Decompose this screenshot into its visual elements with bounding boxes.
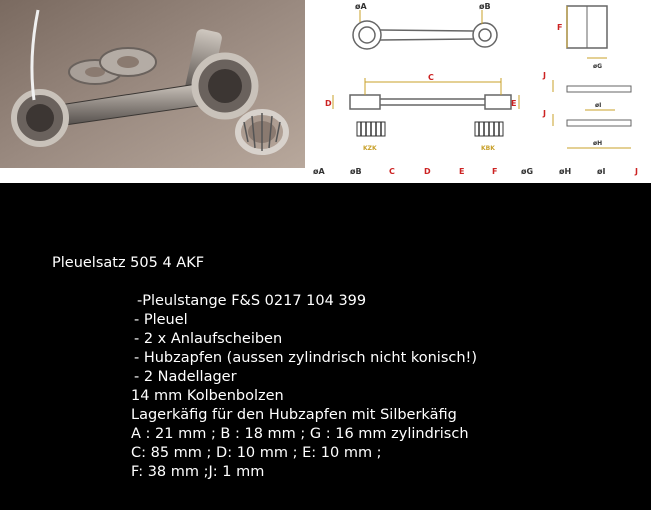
desc-line-8: A : 21 mm ; B : 18 mm ; G : 16 mm zylindrisch xyxy=(131,426,469,442)
legend-J: J xyxy=(635,167,638,176)
desc-line-9: C: 85 mm ; D: 10 mm ; E: 10 mm ; xyxy=(131,445,382,461)
legend-F: F xyxy=(492,167,498,176)
legend-oG: øG xyxy=(521,167,534,176)
top-panel xyxy=(0,0,651,183)
desc-line-10: F: 38 mm ;J: 1 mm xyxy=(131,464,265,480)
desc-line-5: - 2 Nadellager xyxy=(134,369,237,385)
description-block xyxy=(0,183,651,510)
label-E: E xyxy=(511,99,517,108)
label-oI: øI xyxy=(595,102,602,109)
label-J-2: J xyxy=(543,109,546,118)
legend-oA: øA xyxy=(313,167,325,176)
label-oG: øG xyxy=(593,63,603,70)
legend-oH: øH xyxy=(559,167,572,176)
title: Pleuelsatz 505 4 AKF xyxy=(52,255,205,271)
rod-top-view xyxy=(353,21,497,49)
desc-line-1: -Pleulstange F&S 0217 104 399 xyxy=(137,293,367,309)
bearing-large-icon xyxy=(475,122,503,136)
label-oA: øA xyxy=(355,2,367,11)
legend-C: C xyxy=(389,167,395,176)
label-C: C xyxy=(428,73,434,82)
washer-drawing xyxy=(553,80,631,148)
label-D: D xyxy=(325,99,332,108)
label-J-1: J xyxy=(543,71,546,80)
technical-drawing xyxy=(305,0,651,183)
label-F: F xyxy=(557,23,563,32)
legend-oI: øI xyxy=(597,167,606,176)
crank-pin-drawing xyxy=(567,6,607,58)
desc-line-6: 14 mm Kolbenbolzen xyxy=(131,388,284,404)
product-photo xyxy=(0,0,305,168)
desc-line-4: - Hubzapfen (aussen zylindrisch nicht konisch!) xyxy=(134,350,478,366)
desc-line-2: - Pleuel xyxy=(134,312,188,328)
label-KBK: KBK xyxy=(481,145,495,152)
desc-line-3: - 2 x Anlaufscheiben xyxy=(134,331,283,347)
legend-D: D xyxy=(424,167,431,176)
label-oB: øB xyxy=(479,2,491,11)
legend-oB: øB xyxy=(350,167,362,176)
bearing-small-icon xyxy=(357,122,385,136)
legend-E: E xyxy=(459,167,465,176)
desc-line-7: Lagerkäfig für den Hubzapfen mit Silberkäfig xyxy=(131,407,457,423)
rod-side-view xyxy=(350,95,511,109)
label-oH: øH xyxy=(593,140,603,147)
legend-row xyxy=(313,167,638,176)
label-KZK: KZK xyxy=(363,145,377,152)
